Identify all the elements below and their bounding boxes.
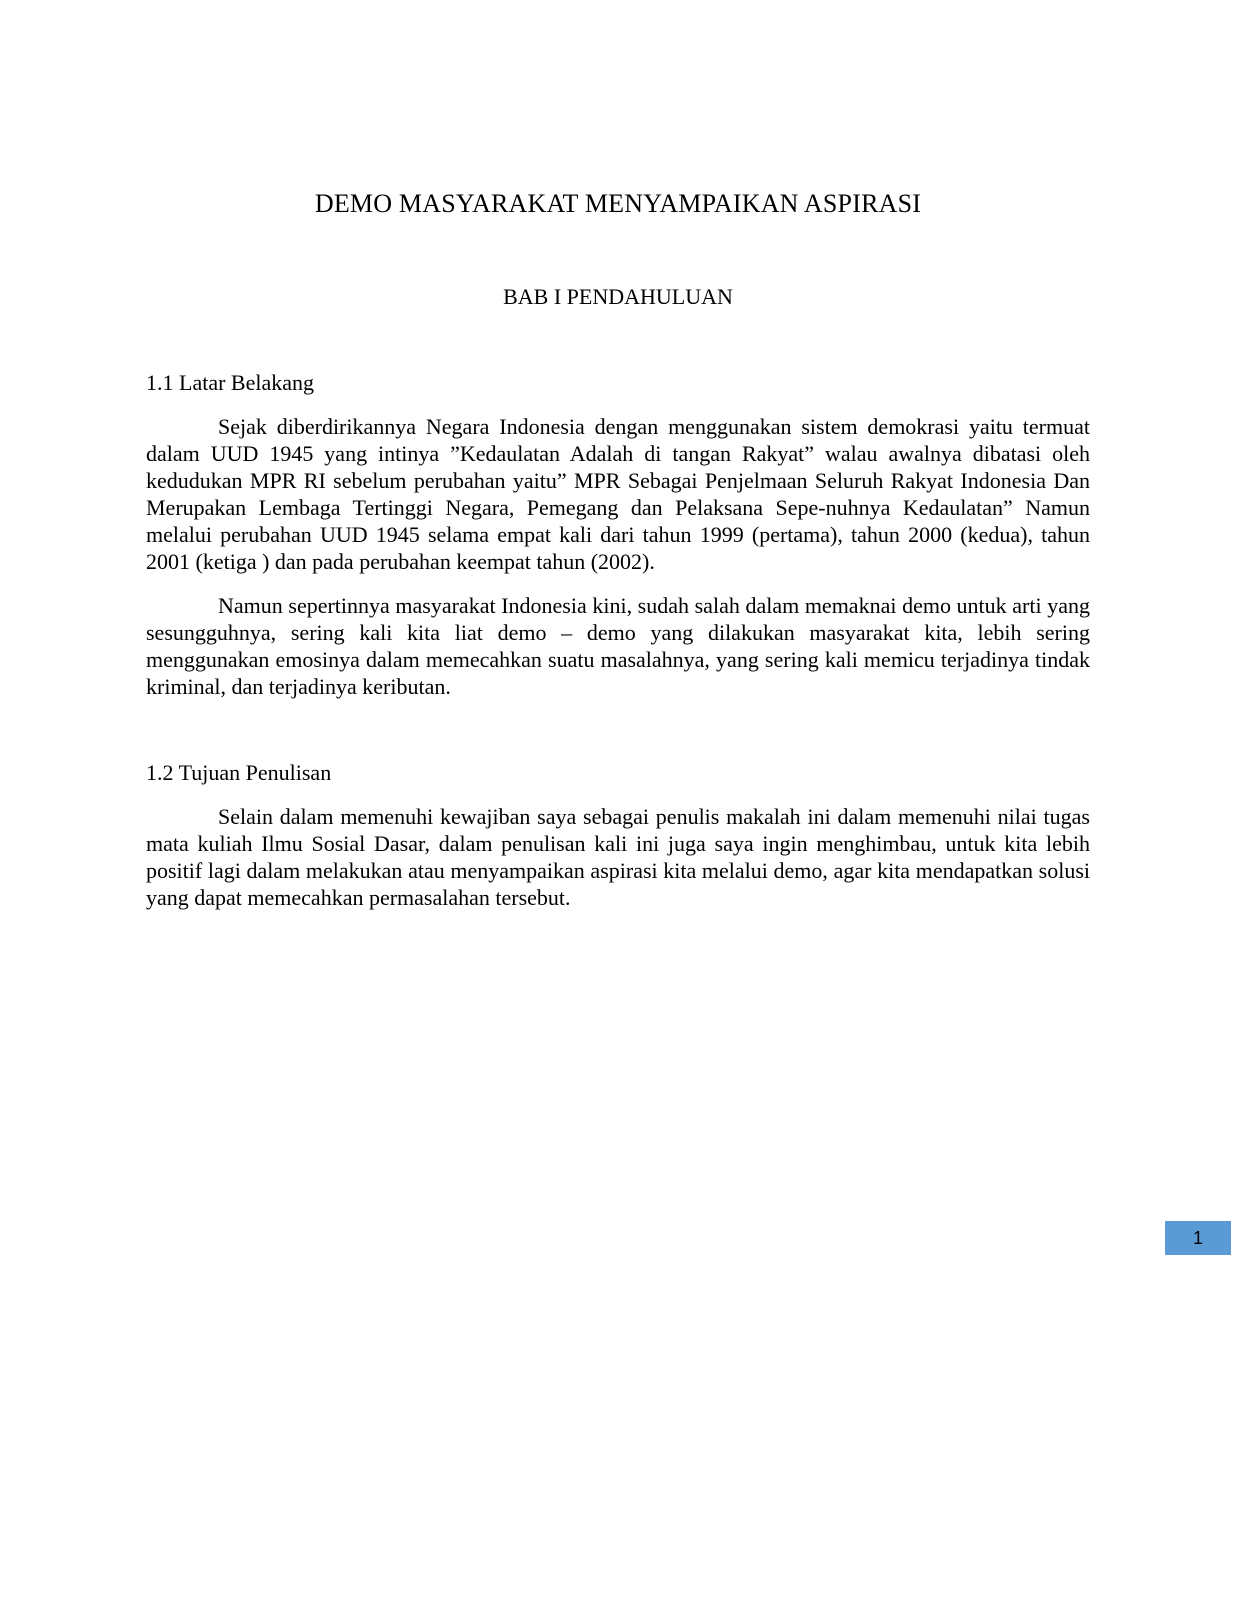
paragraph-latar-belakang-1: Sejak diberdirikannya Negara Indonesia dengan menggunakan sistem demokrasi yaitu termuat dalam UUD 1945 yang intinya ”Kedaulatan Adalah di tangan Rakyat” walau awalnya dibatasi oleh kedudukan MPR RI sebelum perubahan yaitu” MPR Sebagai Penjelmaan Seluruh Rakyat Indonesia Dan Merupakan Lembaga Tertinggi Negara, Pemegang dan Pelaksana Sepe-nuhnya Kedaulatan” Namun melalui perubahan UUD 1945 selama empat kali dari tahun 1999 (pertama), tahun 2000 (kedua), tahun 2001 (ketiga ) dan pada perubahan keempat tahun (2002).: [146, 414, 1090, 574]
document-title: DEMO MASYARAKAT MENYAMPAIKAN ASPIRASI: [314, 189, 922, 218]
section-heading-latar-belakang: 1.1 Latar Belakang: [146, 370, 314, 395]
section-heading-tujuan-penulisan: 1.2 Tujuan Penulisan: [146, 760, 332, 785]
chapter-title: BAB I PENDAHULUAN: [503, 284, 733, 309]
paragraph-tujuan-penulisan-1: Selain dalam memenuhi kewajiban saya sebagai penulis makalah ini dalam memenuhi nilai tugas mata kuliah Ilmu Sosial Dasar, dalam penulisan kali ini juga saya ingin menghimbau, untuk kita lebih positif lagi dalam melakukan atau menyampaikan aspirasi kita melalui demo, agar kita mendapatkan solusi yang dapat memecahkan permasalahan tersebut.: [146, 804, 1090, 910]
page-number-badge: 1: [1165, 1221, 1231, 1255]
paragraph-latar-belakang-2: Namun sepertinnya masyarakat Indonesia kini, sudah salah dalam memaknai demo untuk arti yang sesungguhnya, sering kali kita liat demo – demo yang dilakukan masyarakat kita, lebih sering menggunakan emosinya dalam memecahkan suatu masalahnya, yang sering kali memicu terjadinya tindak kriminal, dan terjadinya keributan.: [146, 593, 1090, 699]
